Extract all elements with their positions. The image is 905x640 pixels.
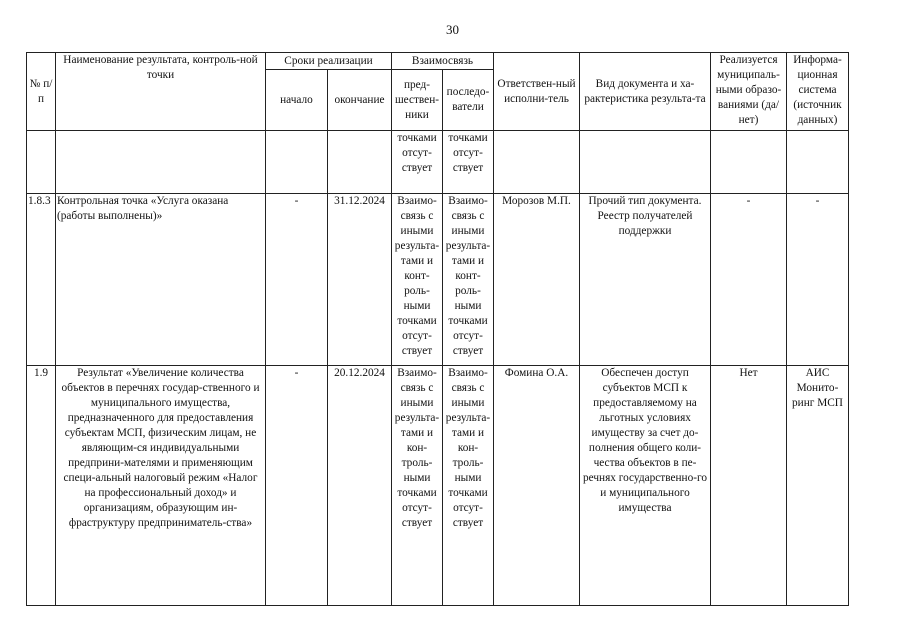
row-start: - (266, 366, 328, 606)
row-doc-type: Обеспечен доступ субъектов МСП к предоставляемому на льготных условиях имуществу за счет до-полнения общего коли-чества объектов в пе-речнях государственно-го и муниципального имущества (580, 366, 711, 606)
row-name (56, 131, 266, 194)
row-start (266, 131, 328, 194)
row-responsible (494, 131, 580, 194)
header-name: Наименование результата, контроль-ной точки (56, 53, 266, 131)
row-num: 1.9 (27, 366, 56, 606)
row-end: 20.12.2024 (328, 366, 392, 606)
row-successors: точками отсут-ствует (443, 131, 494, 194)
row-end (328, 131, 392, 194)
row-num: 1.8.3 (27, 194, 56, 366)
header-row-1 (27, 53, 849, 70)
header-predecessors: пред-шествен-ники (392, 70, 443, 131)
results-table (26, 52, 849, 606)
header-links: Взаимосвязь (392, 53, 494, 70)
row-info-system: - (787, 194, 849, 366)
row-successors: Взаимо-связь с иными результа-тами и конт-роль-ными точками отсут-ствует (443, 194, 494, 366)
row-start: - (266, 194, 328, 366)
row-doc-type (580, 131, 711, 194)
header-terms: Сроки реализации (266, 53, 392, 70)
row-predecessors: точками отсут-ствует (392, 131, 443, 194)
row-municipal: Нет (711, 366, 787, 606)
row-municipal: - (711, 194, 787, 366)
table-row (27, 194, 849, 366)
header-municipal: Реализуется муниципаль-ными образо-ваниями (да/нет) (711, 53, 787, 131)
row-doc-type: Прочий тип документа. Реестр получателей поддержки (580, 194, 711, 366)
header-start: начало (266, 70, 328, 131)
row-municipal (711, 131, 787, 194)
header-successors: последо-ватели (443, 70, 494, 131)
row-successors: Взаимо-связь с иными результа-тами и кон-троль-ными точками отсут-ствует (443, 366, 494, 606)
header-info-system: Информа-ционная система (источник данных) (787, 53, 849, 131)
row-predecessors: Взаимо-связь с иными результа-тами и кон-троль-ными точками отсут-ствует (392, 366, 443, 606)
header-end: окончание (328, 70, 392, 131)
header-responsible: Ответствен-ный исполни-тель (494, 53, 580, 131)
row-num (27, 131, 56, 194)
row-predecessors: Взаимо-связь с иными результа-тами и конт-роль-ными точками отсут-ствует (392, 194, 443, 366)
row-responsible: Морозов М.П. (494, 194, 580, 366)
row-info-system: АИС Монито-ринг МСП (787, 366, 849, 606)
row-end: 31.12.2024 (328, 194, 392, 366)
page-number: 30 (446, 22, 459, 37)
row-info-system (787, 131, 849, 194)
row-name: Контрольная точка «Услуга оказана (работы выполнены)» (56, 194, 266, 366)
row-name: Результат «Увеличение количества объектов в перечнях государ-ственного и муниципального имущества, предназначенного для предоставления субъектам МСП, физическим лицам, не являющим-ся индивидуальными предприни-мателями и применяющим специ-альный налоговый режим «Налог на профессиональный доход» и организациям, образующим ин-фраструктуру предприниматель-ства» (56, 366, 266, 606)
table-row (27, 131, 849, 194)
row-responsible: Фомина О.А. (494, 366, 580, 606)
header-num: № п/п (27, 53, 56, 131)
table-row (27, 366, 849, 606)
header-doc-type: Вид документа и ха-рактеристика результа-та (580, 53, 711, 131)
